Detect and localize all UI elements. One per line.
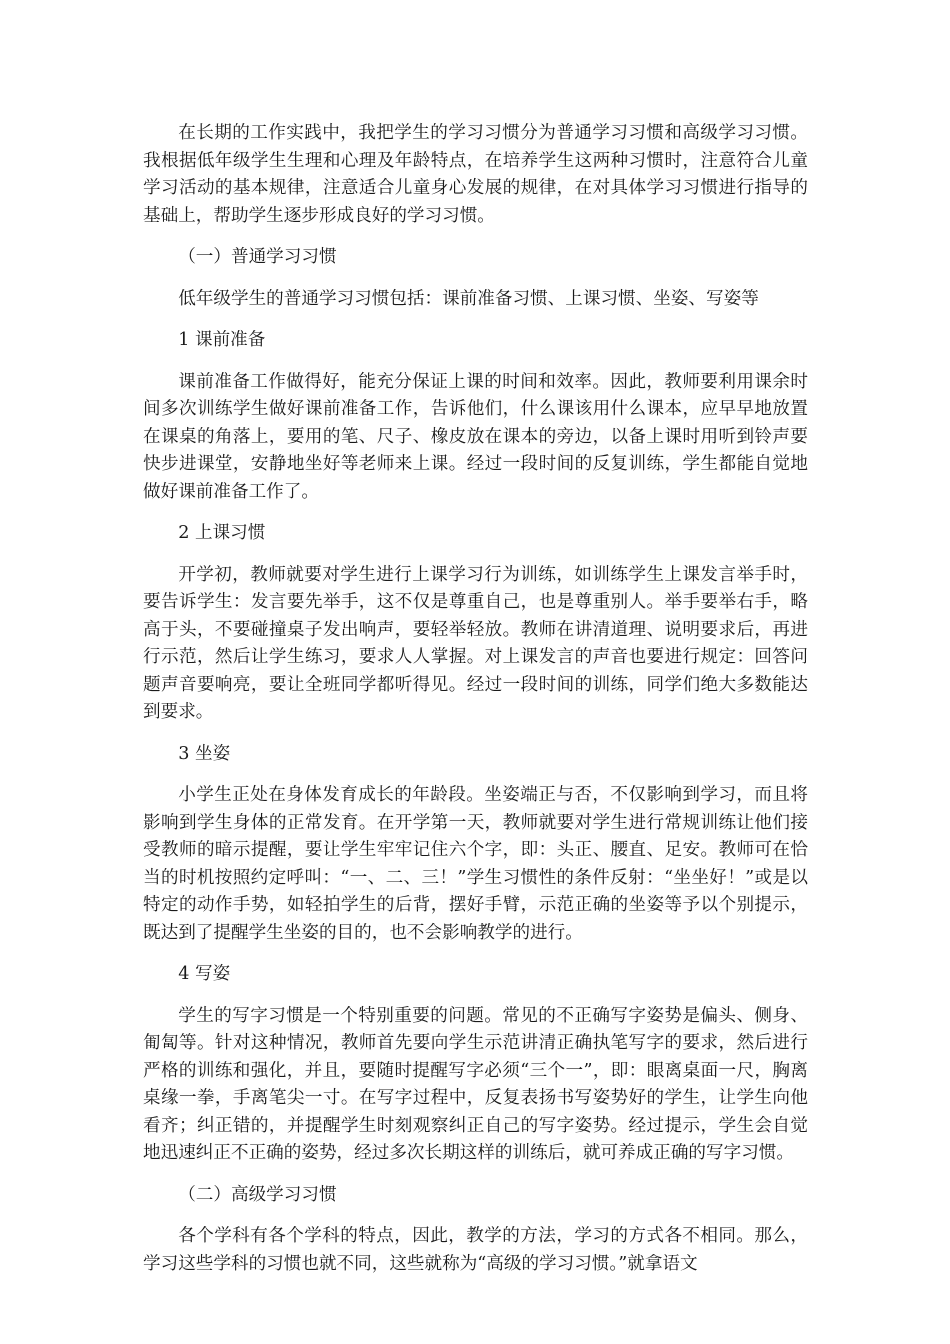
document-page [143,120,808,1278]
intro-paragraph: 在长期的工作实践中，我把学生的学习习惯分为普通学习习惯和高级学习习惯。我根据低年级学生生理和心理及年龄特点，在培养学生这两种习惯时，注意符合儿童学习活动的基本规律，注意适合儿童身心发展的规律，在对具体学习习惯进行指导的基础上，帮助学生逐步形成良好的学习习惯。 [143,123,808,226]
section-intro-paragraph: 低年级学生的普通学习习惯包括：课前准备习惯、上课习惯、坐姿、写姿等 [178,288,759,309]
section-heading-advanced-habits: （二）高级学习习惯 [178,1184,337,1205]
item-heading-class-habits: 2 上课习惯 [178,523,266,543]
item-paragraph-class-habits: 开学初，教师就要对学生进行上课学习行为训练，如训练学生上课发言举手时，要告诉学生：发言要先举手，这不仅是尊重自己，也是尊重别人。举手要举右手，略高于头，不要碰撞桌子发出响声，要轻举轻放。教师在讲清道理、说明要求后，再进行示范，然后让学生练习，要求人人掌握。对上课发言的声音也要进行规定：回答问题声音要响亮，要让全班同学都听得见。经过一段时间的训练，同学们绝大多数能达到要求。 [143,564,808,722]
section-paragraph-advanced-habits: 各个学科有各个学科的特点，因此，教学的方法，学习的方式各不相同。那么，学习这些学科的习惯也就不同，这些就称为“高级的学习习惯。”就拿语文 [143,1226,808,1274]
section-heading-general-habits: （一）普通学习习惯 [178,247,337,267]
item-heading-writing-posture: 4 写姿 [178,964,231,984]
item-heading-preparation: 1 课前准备 [178,330,266,350]
item-heading-sitting-posture: 3 坐姿 [178,743,231,764]
item-paragraph-sitting-posture: 小学生正处在身体发育成长的年龄段。坐姿端正与否，不仅影响到学习，而且将影响到学生身体的正常发育。在开学第一天，教师就要对学生进行常规训练让他们接受教师的暗示提醒，要让学生牢牢记住六个字，即：头正、腰直、足安。教师可在恰当的时机按照约定呼叫：“一、二、三！”学生习惯性的条件反射：“坐坐好！”或是以特定的动作手势，如轻拍学生的后背，摆好手臂，示范正确的坐姿等予以个别提示，既达到了提醒学生坐姿的目的，也不会影响教学的进行。 [143,785,808,943]
item-paragraph-preparation: 课前准备工作做得好，能充分保证上课的时间和效率。因此，教师要利用课余时间多次训练学生做好课前准备工作，告诉他们，什么课该用什么课本，应早早地放置在课桌的角落上，要用的笔、尺子、橡皮放在课本的旁边，以备上课时用听到铃声要快步进课堂，安静地坐好等老师来上课。经过一段时间的反复训练，学生都能自觉地做好课前准备工作了。 [143,371,808,502]
item-paragraph-writing-posture: 学生的写字习惯是一个特别重要的问题。常见的不正确写字姿势是偏头、侧身、匍匐等。针对这种情况，教师首先要向学生示范讲清正确执笔写字的要求，然后进行严格的训练和强化，并且，要随时提醒写字必须“三个一”，即：眼离桌面一尺，胸离桌缘一拳，手离笔尖一寸。在写字过程中，反复表扬书写姿势好的学生，让学生向他看齐；纠正错的，并提醒学生时刻观察纠正自己的写字姿势。经过提示，学生会自觉地迅速纠正不正确的姿势，经过多次长期这样的训练后，就可养成正确的写字习惯。 [143,1005,808,1163]
